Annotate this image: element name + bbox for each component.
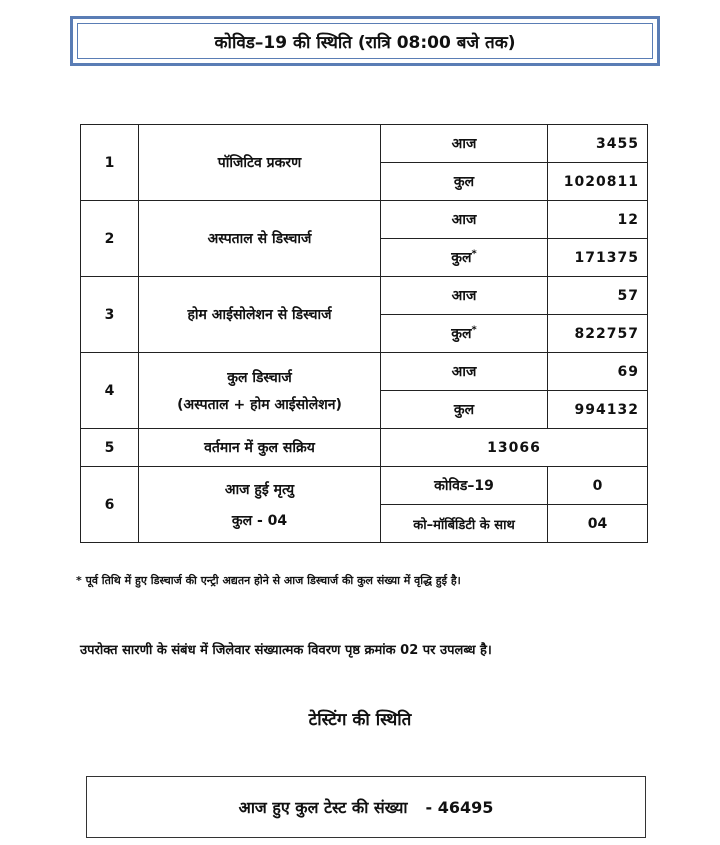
testing-box <box>86 776 646 838</box>
table-row <box>81 125 648 163</box>
total-label-cell <box>381 239 548 277</box>
total-value: 994132 <box>548 391 648 429</box>
table-row <box>81 277 648 315</box>
district-detail-note: उपरोक्त सारणी के संबंध में जिलेवार संख्यात्मक विवरण पृष्ठ क्रमांक 02 पर उपलब्ध है। <box>80 643 492 658</box>
row-description: वर्तमान में कुल सक्रिय <box>139 429 381 467</box>
asterisk-mark: * <box>471 248 477 260</box>
title-box <box>70 16 660 66</box>
row-description: पॉजिटिव प्रकरण <box>139 125 381 201</box>
today-label: आज <box>381 353 548 391</box>
testing-heading: टेस्टिंग की स्थिति <box>308 710 412 730</box>
today-value: 3455 <box>548 125 648 163</box>
serial-number: 1 <box>81 125 139 201</box>
covid-status-table <box>80 124 648 543</box>
table-row <box>81 429 648 467</box>
today-label: आज <box>381 201 548 239</box>
total-value: 1020811 <box>548 163 648 201</box>
testing-label: आज हुए कुल टेस्ट की संख्या <box>238 798 408 817</box>
total-label: कुल <box>451 326 472 342</box>
serial-number: 2 <box>81 201 139 277</box>
row-description <box>139 467 381 543</box>
row-description-line-2: (अस्पताल + होम आईसोलेशन) <box>177 396 342 413</box>
row-description-line-2: कुल - 04 <box>231 512 288 529</box>
table-row <box>81 467 648 505</box>
total-label-cell <box>381 315 548 353</box>
comorbidity-death-value: 04 <box>548 505 648 543</box>
comorbidity-death-label: को–मॉर्बिडिटी के साथ <box>381 505 548 543</box>
row-description-line-1: कुल डिस्चार्ज <box>227 369 292 386</box>
row-description <box>139 353 381 429</box>
total-label: कुल <box>451 250 472 266</box>
row-description: होम आईसोलेशन से डिस्चार्ज <box>139 277 381 353</box>
serial-number: 3 <box>81 277 139 353</box>
footnote: * पूर्व तिथि में हुए डिस्चार्ज की एन्ट्री अद्यतन होने से आज डिस्चार्ज की कुल संख्या में वृद्धि हुई है। <box>76 574 461 587</box>
covid-death-value: 0 <box>548 467 648 505</box>
row-description-line-1: आज हुई मृत्यु <box>224 481 295 498</box>
total-value: 171375 <box>548 239 648 277</box>
total-label: कुल <box>381 163 548 201</box>
total-label: कुल <box>381 391 548 429</box>
page-title: कोविड–19 की स्थिति (रात्रि 08:00 बजे तक) <box>214 32 516 53</box>
asterisk-mark: * <box>471 324 477 336</box>
serial-number: 5 <box>81 429 139 467</box>
today-value: 69 <box>548 353 648 391</box>
today-label: आज <box>381 277 548 315</box>
row-description: अस्पताल से डिस्चार्ज <box>139 201 381 277</box>
testing-value: - 46495 <box>425 797 494 817</box>
covid-death-label: कोविड–19 <box>381 467 548 505</box>
today-value: 12 <box>548 201 648 239</box>
today-label: आज <box>381 125 548 163</box>
table-row <box>81 201 648 239</box>
active-cases-value: 13066 <box>381 429 648 467</box>
serial-number: 4 <box>81 353 139 429</box>
total-value: 822757 <box>548 315 648 353</box>
serial-number: 6 <box>81 467 139 543</box>
table-row <box>81 353 648 391</box>
today-value: 57 <box>548 277 648 315</box>
